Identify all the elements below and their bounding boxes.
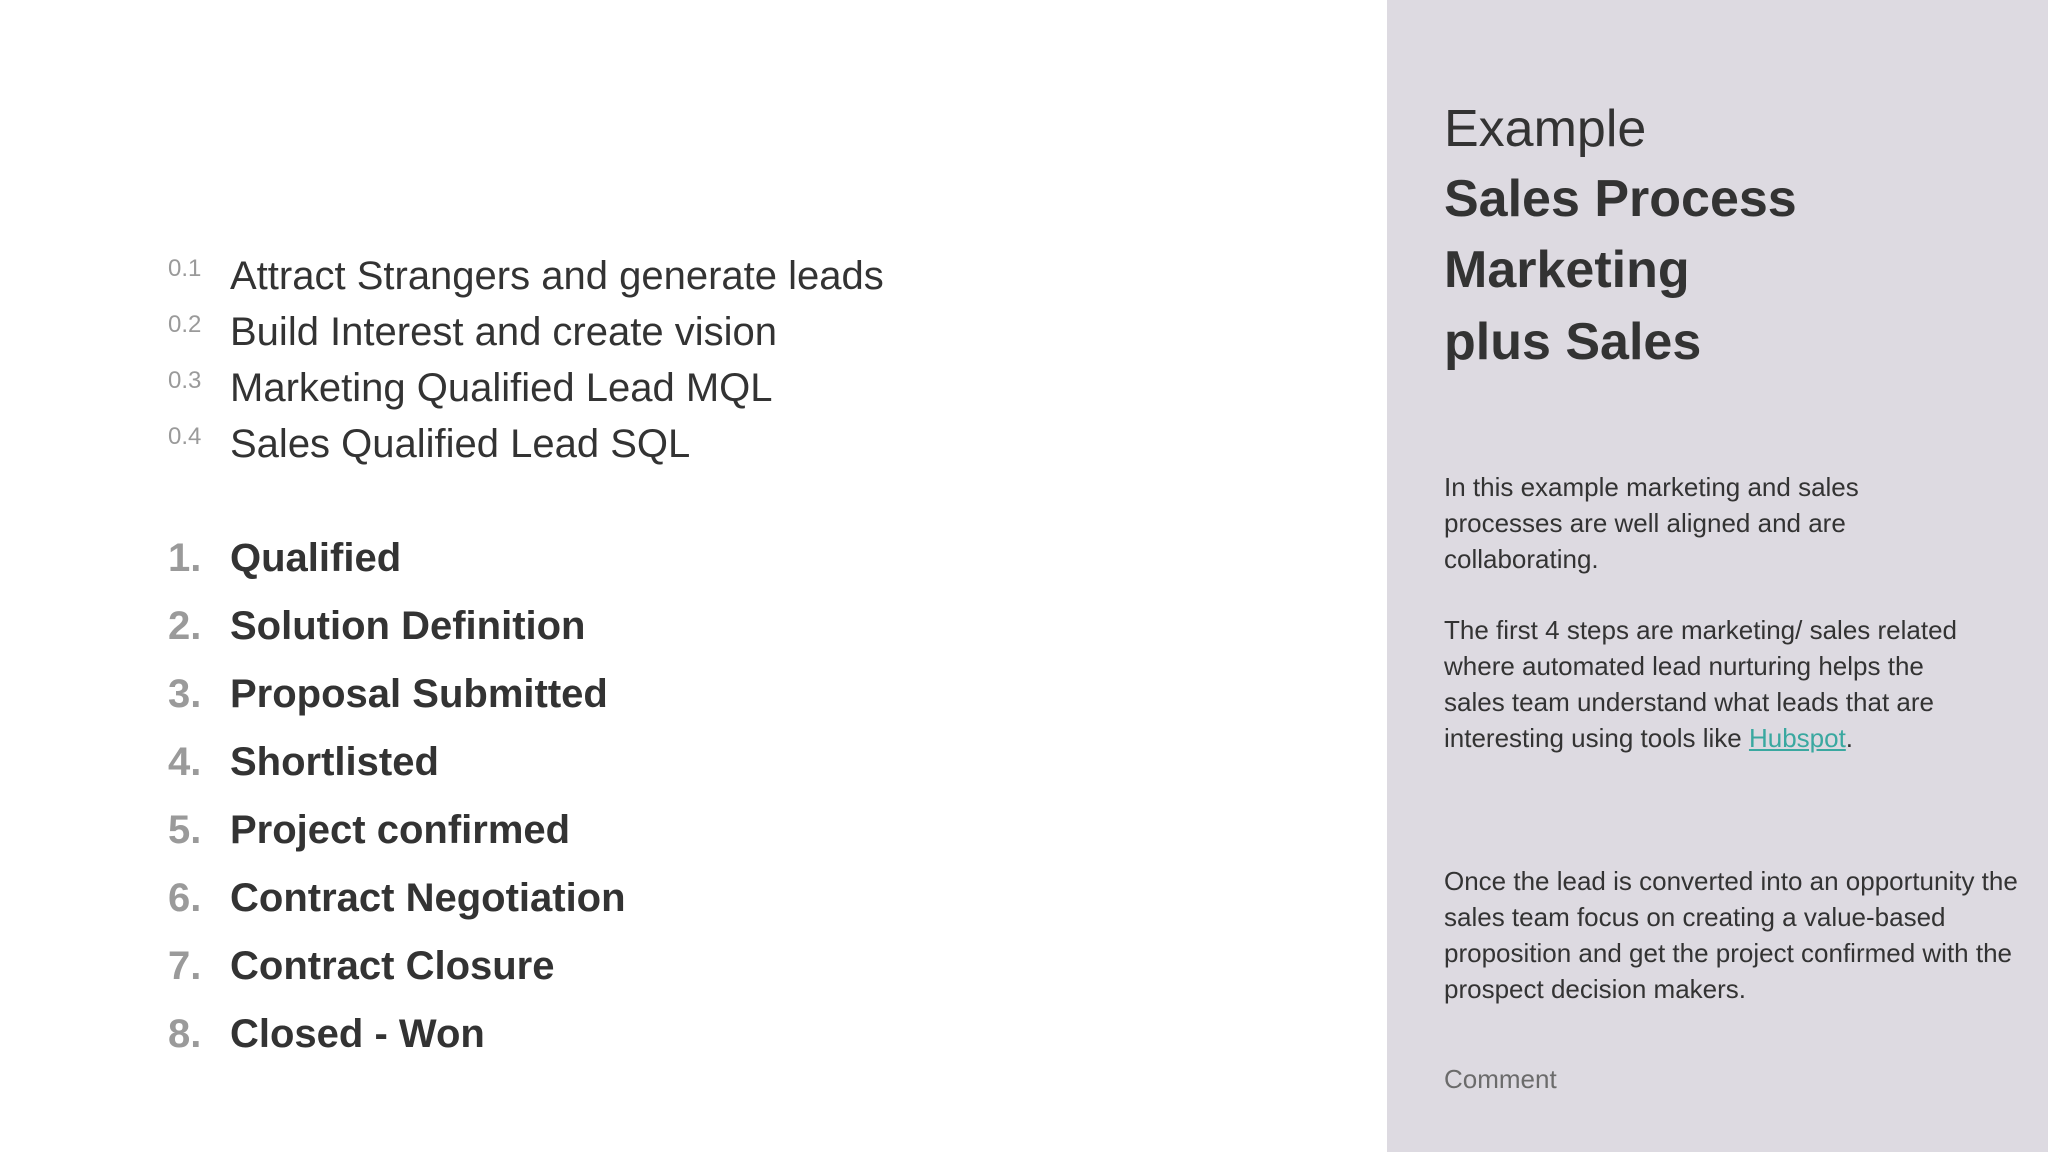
sales-steps-list (168, 524, 1318, 1068)
pre-step-number: 0.2 (168, 311, 202, 338)
heading-example: Example (1444, 100, 1647, 158)
paragraph-alignment: In this example marketing and sales processes are well aligned and are collaborating. (1444, 472, 1859, 574)
step-label: Shortlisted (230, 739, 439, 784)
paragraph-conversion: Once the lead is converted into an opportunity the sales team focus on creating a value-based proposition and get the project confirmed with the prospect decision makers. (1444, 866, 2018, 1004)
step-number: 8. (168, 1011, 202, 1056)
heading-line: Marketing (1444, 241, 1690, 300)
step-item (168, 1000, 1318, 1068)
pre-step-number: 0.4 (168, 423, 202, 450)
hubspot-link[interactable]: Hubspot (1748, 723, 1846, 753)
step-number: 7. (168, 943, 202, 988)
step-item (168, 660, 1318, 728)
step-label: Closed - Won (230, 1011, 485, 1056)
heading-line: Sales Process (1444, 169, 1797, 228)
step-number: 2. (168, 603, 202, 648)
pre-step-label: Sales Qualified Lead SQL (230, 422, 691, 466)
paragraph-period: . (1845, 723, 1854, 753)
pre-step-number: 0.3 (168, 367, 202, 394)
step-item (168, 864, 1318, 932)
step-label: Proposal Submitted (230, 671, 608, 716)
pre-step-label: Attract Strangers and generate leads (230, 254, 884, 298)
step-number: 6. (168, 875, 202, 920)
step-item (168, 796, 1318, 864)
step-label: Contract Negotiation (230, 875, 626, 920)
pre-step-label: Build Interest and create vision (230, 310, 777, 354)
paragraph-text: The first 4 steps are marketing/ sales related where automated lead nurturing helps the sales team understand what leads that are interesting using tools like (1444, 615, 1958, 753)
step-number: 5. (168, 807, 202, 852)
panel-heading (1444, 96, 2004, 379)
pre-step-item (168, 252, 1318, 308)
side-panel (1387, 0, 2048, 1152)
step-item (168, 524, 1318, 592)
pre-step-item (168, 420, 1318, 476)
pre-steps-list (168, 252, 1318, 476)
step-label: Solution Definition (230, 603, 586, 648)
step-number: 3. (168, 671, 202, 716)
comment-label: Comment (1444, 1064, 1557, 1094)
step-number: 1. (168, 535, 202, 580)
step-item (168, 932, 1318, 1000)
pre-step-label: Marketing Qualified Lead MQL (230, 366, 773, 410)
step-label: Contract Closure (230, 943, 555, 988)
step-item (168, 592, 1318, 660)
step-item (168, 728, 1318, 796)
paragraph-first-steps (1444, 612, 1964, 756)
heading-line: plus Sales (1444, 313, 1702, 372)
step-number: 4. (168, 739, 202, 784)
pre-step-item (168, 308, 1318, 364)
step-label: Project confirmed (230, 807, 571, 852)
pre-step-item (168, 364, 1318, 420)
pre-step-number: 0.1 (168, 255, 202, 282)
step-label: Qualified (230, 535, 402, 580)
